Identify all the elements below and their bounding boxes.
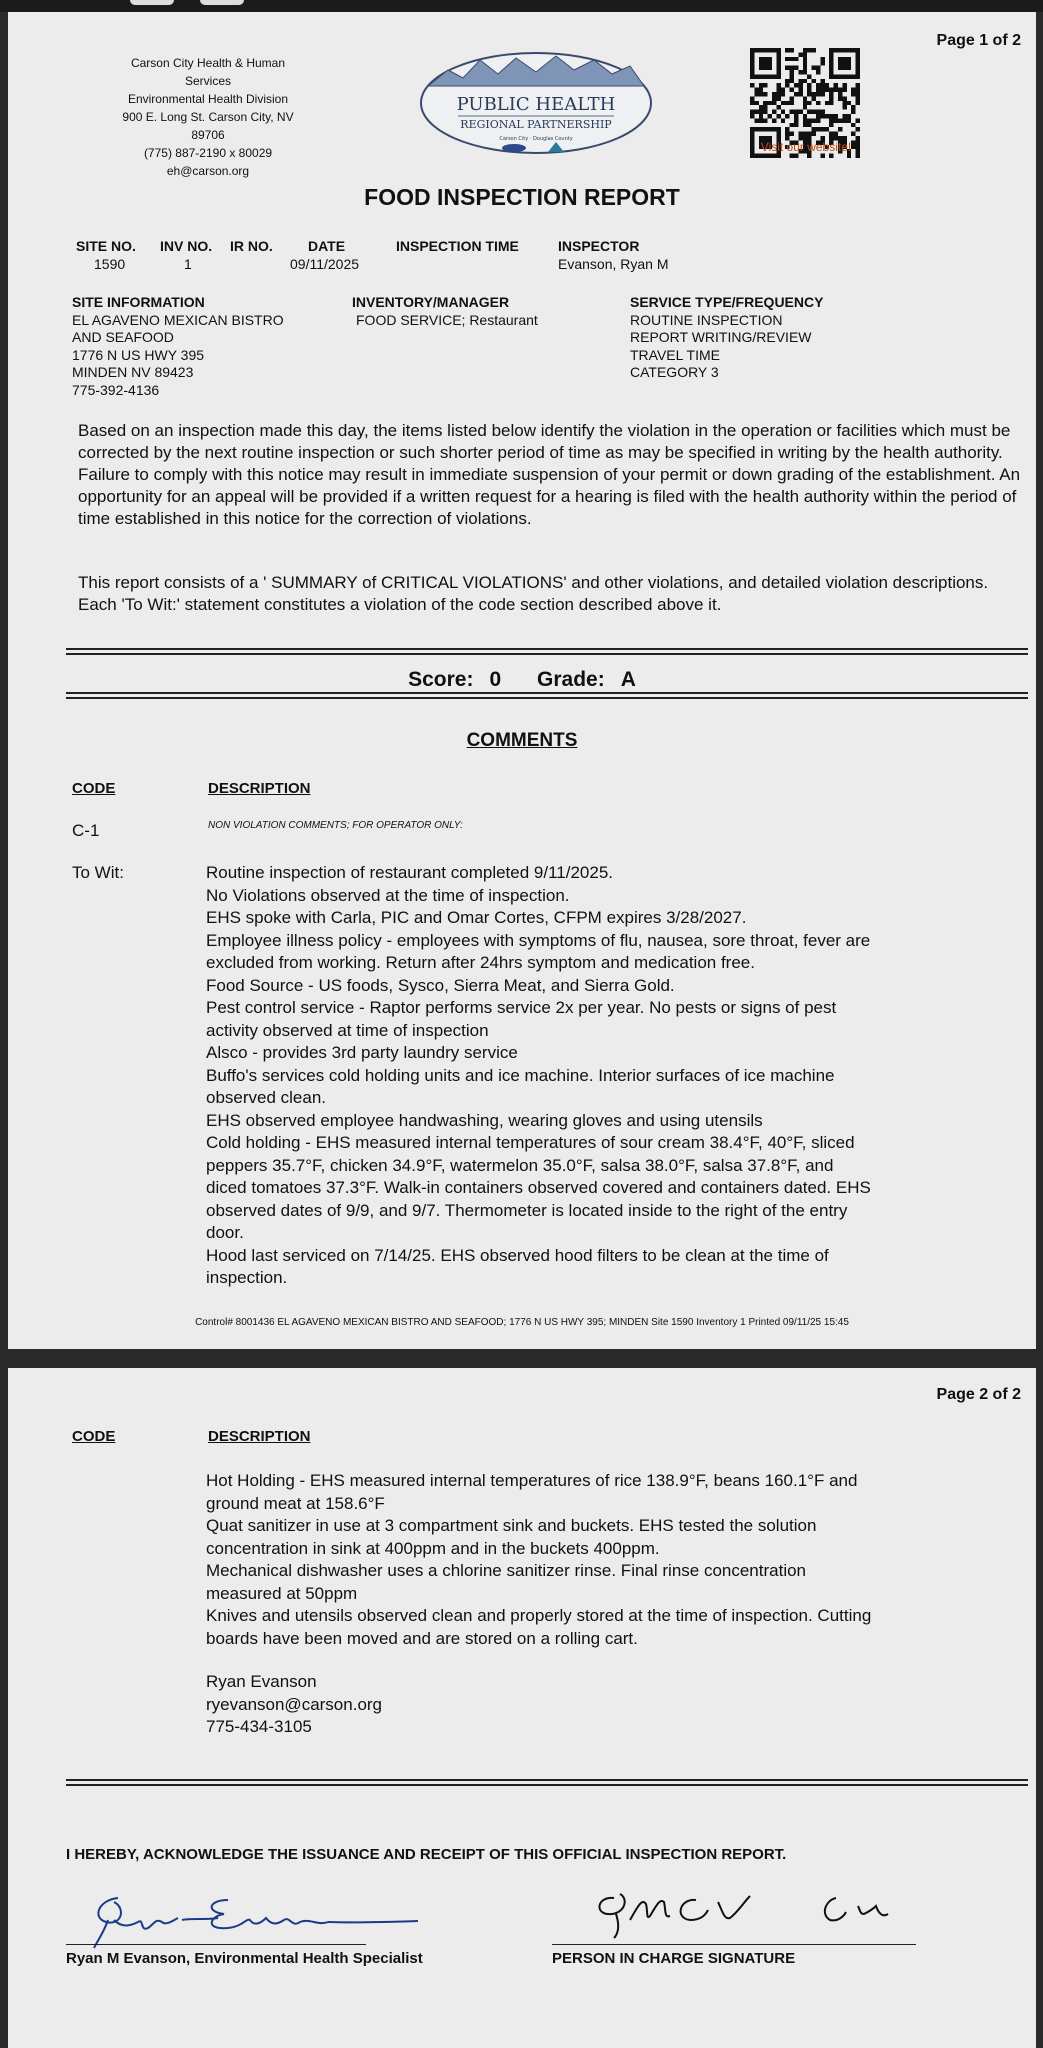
tab-pill-right — [200, 0, 244, 5]
comment-note: NON VIOLATION COMMENTS; FOR OPERATOR ONLY: — [208, 820, 463, 831]
score-value: 0 — [489, 668, 502, 691]
site-name-line-1: EL AGAVENO MEXICAN BISTRO — [72, 311, 284, 328]
report-page-2 — [8, 1368, 1036, 2048]
comment-line: boards have been moved and are stored on a rolling cart. — [206, 1628, 638, 1648]
date-value: 09/11/2025 — [290, 256, 360, 272]
logo-line-1: PUBLIC HEALTH — [456, 94, 616, 115]
logo-line-2: REGIONAL PARTNERSHIP — [460, 118, 612, 131]
logo-line-3: Carson City · Douglas County — [499, 136, 573, 142]
inspector-signature — [78, 1878, 438, 1958]
site-city: MINDEN NV 89423 — [72, 364, 194, 380]
grade-label: Grade: — [537, 668, 605, 691]
comment-code: C-1 — [72, 821, 100, 840]
comment-line: inspection. — [206, 1268, 288, 1287]
comment-line: Cold holding - EHS measured internal temperatures of sour cream 38.4°F, 40°F, sliced — [206, 1133, 855, 1152]
pic-signature[interactable] — [568, 1876, 948, 1946]
acknowledgement-text: I HEREBY, ACKNOWLEDGE THE ISSUANCE AND RECEIPT OF THIS OFFICIAL INSPECTION REPORT. — [66, 1846, 787, 1863]
report-title: FOOD INSPECTION REPORT — [364, 184, 680, 210]
code-column-header: CODE — [72, 780, 116, 797]
inventory-manager — [352, 294, 538, 329]
inv-no-value: 1 — [184, 256, 192, 272]
grade-value: A — [620, 668, 636, 691]
signoff-phone: 775-434-3105 — [206, 1717, 312, 1736]
comment-line: EHS observed employee handwashing, wearing gloves and using utensils — [206, 1110, 763, 1130]
window-top-bar — [0, 0, 1043, 12]
comment-line: ground meat at 158.6°F — [206, 1493, 385, 1513]
site-name-line-2: AND SEAFOOD — [72, 329, 174, 345]
inspector-signoff — [206, 1671, 1026, 1739]
inventory-label: INVENTORY/MANAGER — [352, 294, 510, 310]
service-type-label: SERVICE TYPE/FREQUENCY — [630, 294, 824, 310]
comment-line: No Violations observed at the time of inspection. — [206, 885, 570, 905]
comments-heading: COMMENTS — [466, 730, 578, 751]
comment-line: concentration in sink at 400ppm and in the buckets 400ppm. — [206, 1538, 660, 1558]
site-street: 1776 N US HWY 395 — [72, 346, 205, 363]
tab-pill-left — [130, 0, 174, 5]
agency-address-block — [108, 54, 308, 180]
inspection-time-label: INSPECTION TIME — [396, 238, 519, 254]
site-information-label: SITE INFORMATION — [72, 294, 205, 310]
signoff-email[interactable]: ryevanson@carson.org — [206, 1694, 383, 1714]
inspector-value: Evanson, Ryan M — [558, 256, 669, 272]
comment-line: EHS spoke with Carla, PIC and Omar Cortes, CFPM expires 3/28/2027. — [206, 908, 747, 927]
page-number: Page 1 of 2 — [936, 32, 1021, 49]
inv-no-label: INV NO. — [160, 238, 213, 254]
description-column-header: DESCRIPTION — [208, 780, 311, 797]
page-number: Page 2 of 2 — [936, 1386, 1021, 1403]
comment-line: observed dates of 9/9, and 9/7. Thermometer is located inside to the right of the entry — [206, 1200, 848, 1220]
code-column-header: CODE — [72, 1428, 116, 1445]
comment-line: Routine inspection of restaurant completed 9/11/2025. — [206, 863, 614, 882]
comment-line: excluded from working. Return after 24hrs symptom and medication free. — [206, 953, 755, 972]
report-page-1 — [8, 12, 1036, 1349]
service-type — [630, 294, 823, 382]
divider-bottom — [66, 692, 1028, 699]
comment-line: Mechanical dishwasher uses a chlorine sanitizer rinse. Final rinse concentration — [206, 1561, 807, 1580]
divider — [66, 1779, 1028, 1786]
description-column-header: DESCRIPTION — [208, 1428, 311, 1445]
score-label: Score: — [408, 668, 474, 691]
agency-email: eh@carson.org — [166, 164, 250, 178]
inventory-value: FOOD SERVICE; Restaurant — [356, 311, 538, 328]
comment-line: Buffo's services cold holding units and ice machine. Interior surfaces of ice machine — [206, 1065, 835, 1085]
service-line-2: REPORT WRITING/REVIEW — [630, 329, 812, 345]
site-phone: 775-392-4136 — [72, 381, 160, 398]
service-line-4: CATEGORY 3 — [630, 364, 719, 380]
service-line-1: ROUTINE INSPECTION — [630, 311, 783, 328]
qr-caption: Visit our website! — [760, 140, 852, 154]
comment-line: Pest control service - Raptor performs service 2x per year. No pests or signs of pest — [206, 998, 837, 1017]
comment-line: activity observed at time of inspection — [206, 1020, 489, 1040]
svg-text:Ryan Evanson: Ryan Evanson — [78, 1878, 85, 1879]
comment-line: peppers 35.7°F, chicken 34.9°F, watermelon 35.0°F, salsa 38.0°F, salsa 37.8°F, and — [206, 1155, 834, 1175]
comment-line: diced tomatoes 37.3°F. Walk-in containers observed covered and containers dated. EHS — [206, 1178, 871, 1197]
comment-line: Hot Holding - EHS measured internal temperatures of rice 138.9°F, beans 160.1°F and — [206, 1471, 858, 1490]
pic-signature-line — [552, 1944, 916, 1945]
pic-signature-label: PERSON IN CHARGE SIGNATURE — [552, 1950, 796, 1967]
divider-top — [66, 648, 1028, 655]
comment-description-page1 — [206, 862, 1026, 1290]
comment-line: Alsco - provides 3rd party laundry service — [206, 1043, 518, 1062]
inspector-signature-label: Ryan M Evanson, Environmental Health Specialist — [66, 1950, 423, 1967]
comment-line: Hood last serviced on 7/14/25. EHS observed hood filters to be clean at the time of — [206, 1245, 829, 1265]
comment-line: Quat sanitizer in use at 3 compartment sink and buckets. EHS tested the solution — [206, 1516, 817, 1535]
date-label: DATE — [308, 238, 346, 254]
agency-street: 900 E. Long St. Carson City, NV 89706 — [122, 110, 294, 142]
public-health-logo — [418, 48, 654, 158]
comment-line: measured at 50ppm — [206, 1583, 358, 1603]
site-no-label: SITE NO. — [76, 238, 136, 254]
site-information — [72, 294, 284, 399]
comment-line: Knives and utensils observed clean and properly stored at the time of inspection. Cutting — [206, 1606, 872, 1625]
inspector-label: INSPECTOR — [558, 238, 640, 254]
notice-paragraph: Based on an inspection made this day, the items listed below identify the violation in the operation or facilities which must be corrected by the next routine inspection or such shorter period of time as may be specified in writing by the health authority. Failure to comply with this notice may result in immediate suspension of your permit or down grading of the establishment. An opportunity for an appeal will be provided if a written request for a hearing is filed with the health authority within the period of time established in this notice for the correction of violations. — [78, 421, 1021, 528]
service-line-3: TRAVEL TIME — [630, 346, 720, 363]
comment-description-page2 — [206, 1470, 1026, 1650]
comment-line: door. — [206, 1223, 244, 1242]
to-wit-label: To Wit: — [72, 863, 124, 882]
site-no-value: 1590 — [94, 256, 126, 272]
score-grade — [8, 668, 1036, 692]
inspector-signature-line — [66, 1944, 366, 1945]
comment-line: Food Source - US foods, Sysco, Sierra Meat, and Sierra Gold. — [206, 975, 675, 995]
page-footer: Control# 8001436 EL AGAVENO MEXICAN BISTRO AND SEAFOOD; 1776 N US HWY 395; MINDEN Site 1590 Inventory 1 Printed 09/11/25 15:45 — [195, 1317, 849, 1328]
ir-no-label: IR NO. — [230, 238, 273, 254]
comment-line: Employee illness policy - employees with symptoms of flu, nausea, sore throat, fever are — [206, 930, 871, 950]
comment-line: observed clean. — [206, 1088, 327, 1107]
report-scope-paragraph: This report consists of a ' SUMMARY of CRITICAL VIOLATIONS' and other violations, and detailed violation descriptions. Each 'To Wit:' statement constitutes a violation of the code section described above it. — [78, 573, 989, 614]
agency-division: Environmental Health Division — [127, 92, 289, 106]
agency-phone: (775) 887-2190 x 80029 — [143, 146, 273, 160]
signoff-name: Ryan Evanson — [206, 1672, 317, 1691]
agency-name: Carson City Health & Human Services — [130, 56, 286, 88]
